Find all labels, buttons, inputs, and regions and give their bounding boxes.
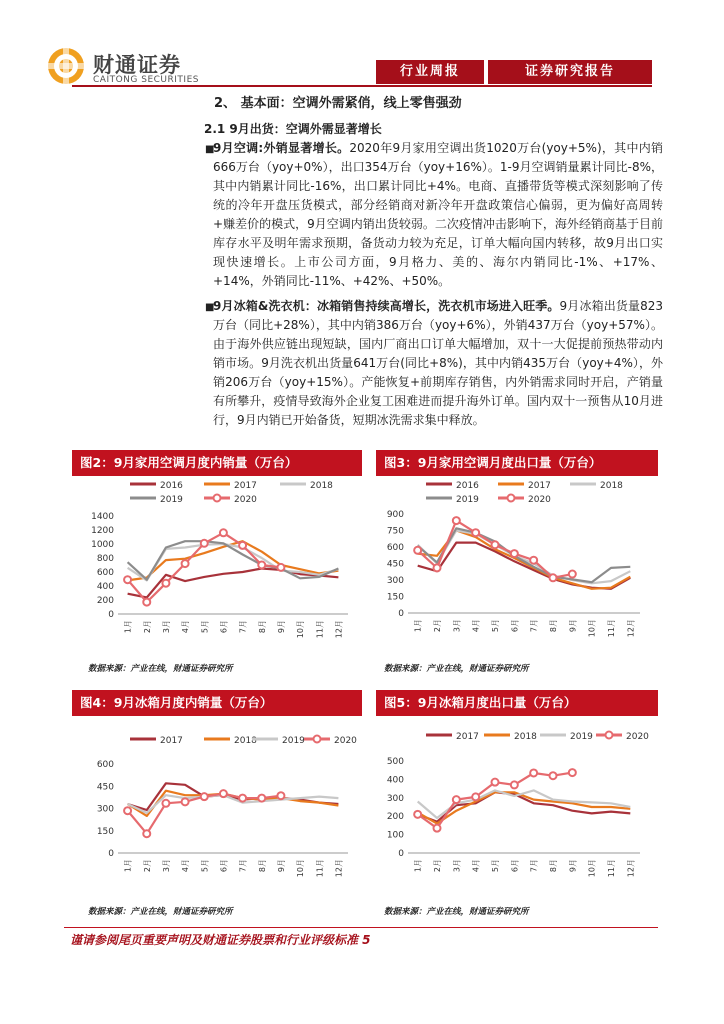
data-point-2020 [124, 807, 131, 814]
legend-marker [606, 732, 613, 739]
y-tick-label: 0 [398, 849, 404, 859]
legend-label: 2018 [600, 481, 623, 491]
legend-label: 2017 [160, 736, 183, 746]
x-tick-label: 10月 [587, 619, 597, 638]
legend-label: 2016 [456, 481, 479, 491]
data-point-2020 [162, 800, 169, 807]
y-tick-label: 800 [96, 554, 114, 564]
x-tick-label: 12月 [626, 859, 636, 878]
x-tick-label: 11月 [607, 619, 616, 638]
x-tick-label: 2月 [142, 859, 152, 873]
figure-title: 图5：9月冰箱月度出口量（万台） [376, 690, 658, 716]
legend-label: 2020 [626, 732, 649, 742]
legend-marker [314, 736, 321, 743]
x-tick-label: 2月 [433, 619, 442, 633]
chart-fridge-domestic [72, 716, 362, 892]
y-tick-label: 0 [398, 609, 404, 619]
figure-source: 数据来源：产业在线，财通证券研究所 [88, 907, 233, 917]
x-tick-label: 7月 [238, 859, 248, 873]
y-tick-label: 750 [386, 526, 404, 537]
x-tick-label: 11月 [315, 859, 325, 878]
legend-label: 2019 [456, 495, 479, 505]
x-tick-label: 9月 [276, 859, 286, 873]
x-tick-label: 7月 [238, 620, 248, 634]
x-tick-label: 1月 [413, 859, 423, 873]
data-point-2020 [550, 772, 557, 779]
data-point-2020 [414, 811, 421, 818]
x-tick-label: 3月 [452, 859, 462, 873]
x-tick-label: 4月 [471, 859, 481, 873]
x-tick-label: 5月 [200, 859, 210, 873]
y-tick-label: 200 [386, 812, 404, 823]
figure-source: 数据来源：产业在线，财通证券研究所 [384, 907, 529, 917]
y-tick-label: 1400 [91, 512, 114, 522]
x-tick-label: 8月 [549, 859, 558, 873]
data-point-2020 [472, 529, 479, 536]
x-tick-label: 10月 [587, 859, 597, 878]
x-tick-label: 12月 [334, 859, 344, 878]
data-point-2020 [220, 529, 227, 536]
x-tick-label: 4月 [181, 859, 191, 873]
data-point-2020 [511, 781, 518, 788]
data-point-2020 [472, 793, 479, 800]
data-point-2020 [182, 560, 189, 567]
report-category-tab: 证券研究报告 [488, 60, 652, 84]
legend-label: 2020 [334, 736, 357, 746]
y-tick-label: 600 [386, 543, 404, 553]
paragraph-text: 9月冰箱出货量823万台（同比+28%），其中内销386万台（yoy+6%），外销437万台（yoy+57%）。由于海外供应链出现短缺，国内厂商出口订单大幅增加，双十一大促提前预热带动内销市场。9月洗衣机出货量641万台(同比+8%)，其中内销435万台（yoy+4%），外销206万台（yoy+15%）。产能恢复+前期库存销售，内外销需求同时开启，产销量有所攀升，疫情导致海外企业复工困难进而提升海外订单。国内双十一预售从10月进行，9月内销已开始备货，短期冰洗需求集中释放。 [213, 299, 663, 427]
y-tick-label: 150 [386, 592, 404, 603]
x-tick-label: 7月 [529, 859, 539, 873]
data-point-2020 [453, 517, 460, 524]
logo-english-name: CAITONG SECURITIES [93, 75, 199, 85]
y-tick-label: 500 [386, 757, 404, 767]
y-tick-label: 100 [386, 830, 404, 841]
legend-label: 2019 [282, 736, 305, 746]
x-tick-label: 6月 [510, 619, 520, 633]
legend-label: 2017 [456, 732, 479, 742]
footer-divider [64, 927, 658, 928]
bullet-icon: ■ [205, 302, 215, 313]
legend-label: 2018 [514, 732, 537, 742]
x-tick-label: 5月 [200, 620, 210, 634]
paragraph-lead: 9月冰箱&洗衣机：冰箱销售持续高增长，洗衣机市场进入旺季。 [213, 299, 560, 313]
figure-title: 图2：9月家用空调月度内销量（万台） [72, 450, 362, 476]
legend-label: 2019 [570, 732, 593, 742]
data-point-2020 [277, 792, 284, 799]
y-tick-label: 600 [96, 568, 114, 578]
x-tick-label: 8月 [549, 619, 558, 633]
data-point-2020 [530, 769, 537, 776]
chart-fridge-export [376, 716, 658, 892]
x-tick-label: 4月 [181, 620, 191, 634]
x-tick-label: 11月 [315, 620, 325, 639]
paragraph-fridge-washer [213, 297, 663, 430]
y-tick-label: 200 [96, 596, 114, 606]
data-point-2020 [569, 571, 576, 578]
paragraph-aircon [213, 139, 663, 291]
subsection-title: 2.1 9月出货：空调外需显著增长 [204, 122, 382, 136]
data-point-2020 [124, 576, 131, 583]
x-tick-label: 2月 [433, 859, 442, 873]
y-tick-label: 900 [386, 510, 404, 520]
footer-disclaimer: 谨请参阅尾页重要声明及财通证券股票和行业评级标准 5 [70, 933, 371, 947]
data-point-2020 [143, 830, 150, 837]
data-point-2020 [220, 790, 227, 797]
x-tick-label: 8月 [257, 859, 267, 873]
x-tick-label: 6月 [219, 620, 229, 634]
x-tick-label: 9月 [276, 620, 286, 634]
x-tick-label: 5月 [491, 859, 500, 873]
chart-ac-export [376, 476, 658, 656]
legend-label: 2020 [234, 495, 257, 505]
legend-label: 2017 [234, 481, 257, 491]
y-tick-label: 300 [386, 576, 404, 586]
y-tick-label: 0 [108, 849, 114, 859]
data-point-2020 [182, 798, 189, 805]
x-tick-label: 9月 [568, 859, 578, 873]
x-tick-label: 1月 [123, 859, 133, 873]
x-tick-label: 12月 [626, 619, 636, 638]
chart-ac-domestic [72, 476, 362, 656]
y-tick-label: 1200 [91, 526, 114, 536]
data-point-2020 [511, 550, 518, 557]
x-tick-label: 3月 [161, 859, 171, 873]
data-point-2020 [258, 562, 265, 569]
x-tick-label: 7月 [529, 619, 539, 633]
x-tick-label: 9月 [568, 619, 578, 633]
logo-chinese-name: 财通证券 [93, 52, 181, 77]
paragraph-lead: 9月空调:外销显著增长。 [213, 141, 350, 155]
data-point-2020 [201, 793, 208, 800]
y-tick-label: 1000 [91, 540, 114, 550]
figure-title: 图4：9月冰箱月度内销量（万台） [72, 690, 362, 716]
data-point-2020 [277, 564, 284, 571]
figure-source: 数据来源：产业在线，财通证券研究所 [384, 664, 529, 674]
bullet-icon: ■ [205, 144, 215, 155]
header-divider [72, 85, 652, 87]
data-point-2020 [239, 542, 246, 549]
legend-marker [214, 495, 221, 502]
y-tick-label: 400 [386, 775, 404, 786]
x-tick-label: 3月 [161, 620, 171, 634]
y-tick-label: 400 [96, 582, 114, 592]
legend-label: 2017 [528, 481, 551, 491]
legend-marker [508, 495, 515, 502]
data-point-2020 [550, 574, 557, 581]
y-tick-label: 0 [108, 610, 114, 620]
paragraph-text: 2020年9月家用空调出货1020万台(yoy+5%)，其中内销666万台（yoy+0%），出口354万台（yoy+16%）。1-9月空调销量累计同比-8%，其中内销累计同比-16%，出口累计同比+4%。电商、直播带货等模式深刻影响了传统的冷年开盘压货模式，部分经销商对新冷年开盘政策信心偏弱，更为偏好高周转+赚差价的模式，9月空调内销出货较弱。二次疫情冲击影响下，海外经销商基于目前库存水平及明年需求预期，备货动力较为充足，订单大幅向国内转移，故9月出口实现快速增长。上市公司方面，9月格力、美的、海尔内销同比-1%、+17%、+14%，外销同比-11%、+42%、+50%。 [213, 141, 663, 288]
data-point-2020 [434, 564, 441, 571]
figure-title: 图3：9月家用空调月度出口量（万台） [376, 450, 658, 476]
legend-label: 2019 [160, 495, 183, 505]
caitong-logo-icon [46, 46, 86, 86]
data-point-2020 [201, 540, 208, 547]
data-point-2020 [434, 825, 441, 832]
x-tick-label: 4月 [471, 619, 481, 633]
data-point-2020 [258, 795, 265, 802]
x-tick-label: 3月 [452, 619, 462, 633]
data-point-2020 [143, 599, 150, 606]
data-point-2020 [453, 796, 460, 803]
y-tick-label: 450 [386, 559, 404, 570]
x-tick-label: 11月 [607, 859, 616, 878]
legend-label: 2018 [310, 481, 333, 491]
x-tick-label: 8月 [257, 620, 267, 634]
legend-label: 2016 [160, 481, 183, 491]
y-tick-label: 600 [96, 760, 114, 770]
data-point-2020 [414, 547, 421, 554]
x-tick-label: 12月 [334, 620, 344, 639]
data-point-2020 [239, 795, 246, 802]
figure-source: 数据来源：产业在线，财通证券研究所 [88, 664, 233, 674]
data-point-2020 [492, 541, 499, 548]
section-title: 2、 基本面：空调外需紧俏，线上零售强劲 [214, 96, 462, 111]
data-point-2020 [569, 769, 576, 776]
x-tick-label: 5月 [491, 619, 500, 633]
data-point-2020 [162, 580, 169, 587]
y-tick-label: 300 [96, 804, 114, 815]
y-tick-label: 450 [96, 782, 114, 793]
data-point-2020 [492, 779, 499, 786]
x-tick-label: 2月 [142, 620, 152, 634]
x-tick-label: 6月 [219, 859, 229, 873]
x-tick-label: 1月 [413, 619, 423, 633]
legend-label: 2020 [528, 495, 551, 505]
x-tick-label: 10月 [296, 620, 306, 639]
report-type-tab: 行业周报 [376, 60, 484, 84]
x-tick-label: 10月 [296, 859, 306, 878]
data-point-2020 [530, 557, 537, 564]
legend-label: 2018 [234, 736, 257, 746]
x-tick-label: 1月 [123, 620, 133, 634]
y-tick-label: 300 [386, 793, 404, 804]
x-tick-label: 6月 [510, 859, 520, 873]
y-tick-label: 150 [96, 826, 114, 837]
